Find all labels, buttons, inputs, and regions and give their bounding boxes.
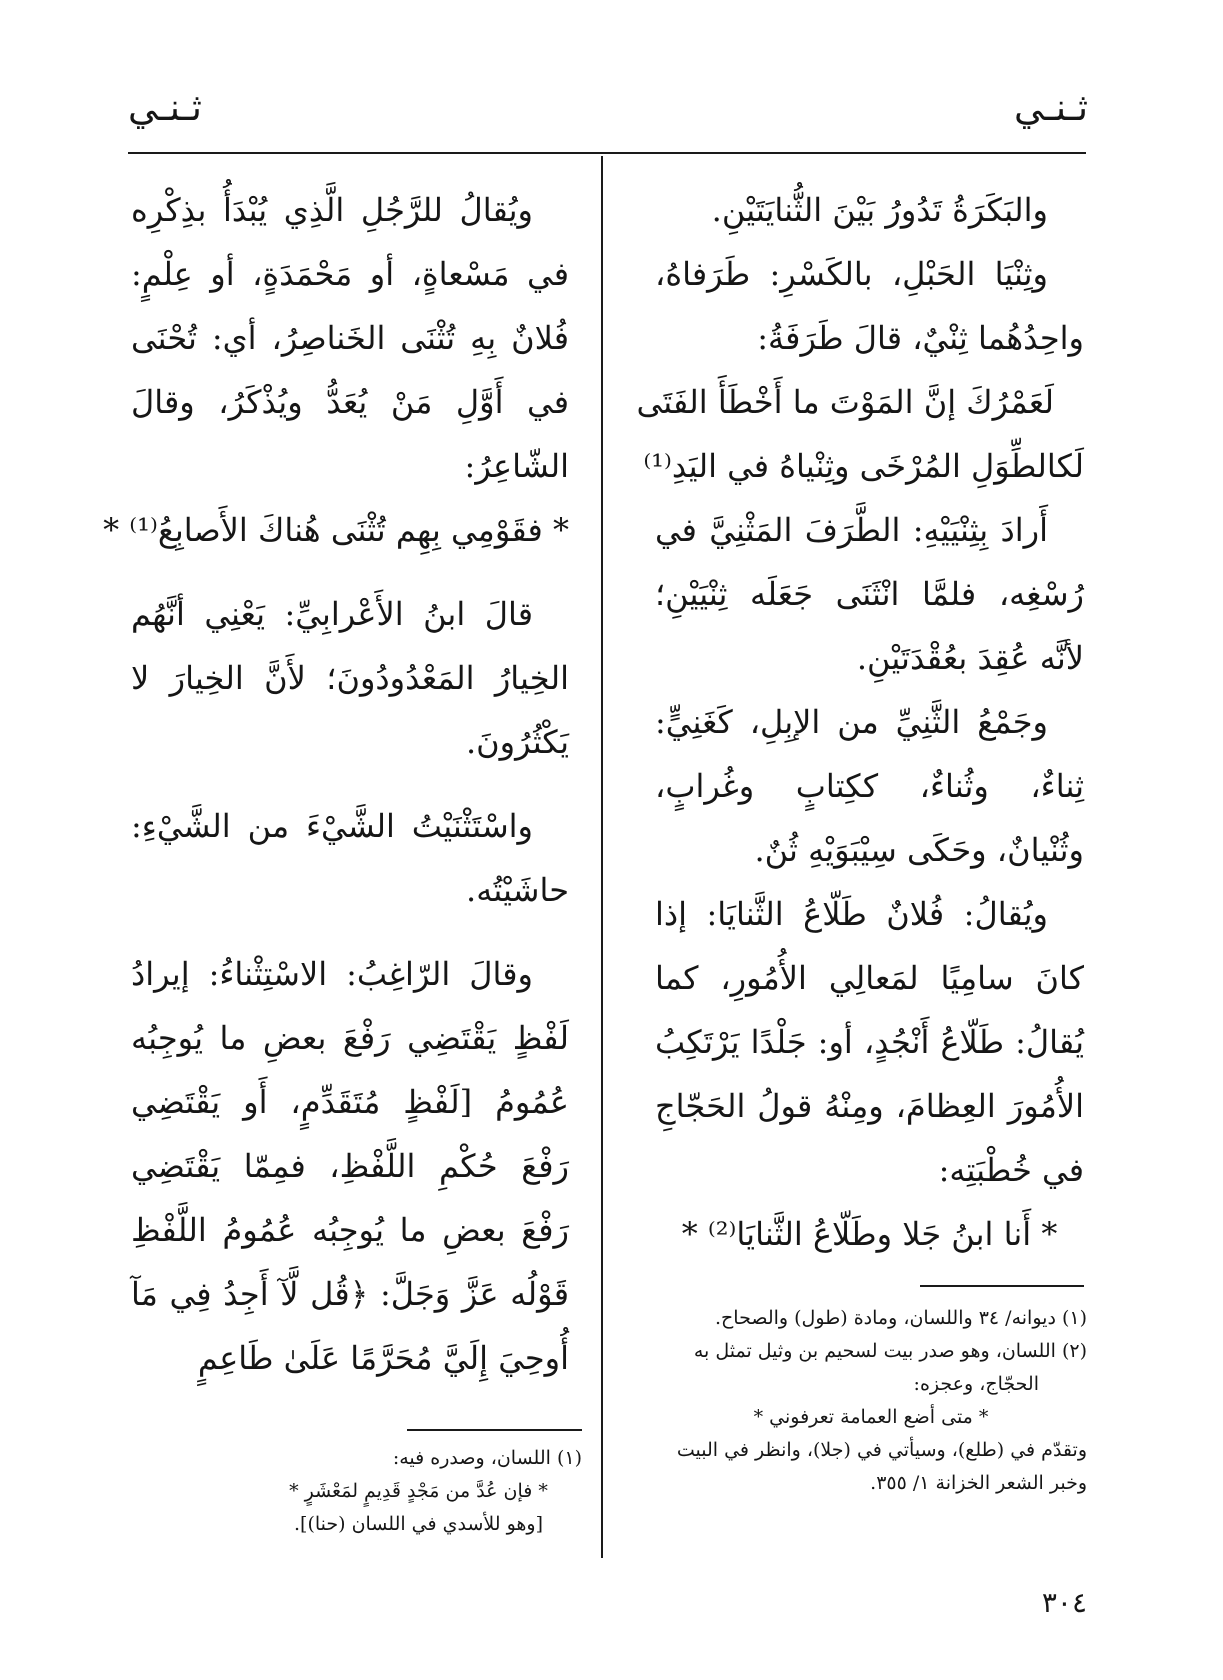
footnotes-left bbox=[255, 1442, 582, 1541]
footnote-rule bbox=[407, 1429, 582, 1431]
paragraph: واسْتَثْنَيْتُ الشَّيْءَ من الشَّيْءِ: حاشَيْتُه. bbox=[131, 807, 569, 909]
footnote-verse: * متى أضع العمامة تعرفوني * bbox=[753, 1406, 989, 1428]
paragraph: أَرادَ بِثِنْيَيْهِ: الطَّرَفَ المَثْنِيَّ في رُسْغِه، فلمَّا انْثَنَى جَعَلَه ثِنْيَيْنِ؛ لأنَّه عُقِدَ بعُقْدَتَيْنِ. bbox=[655, 511, 1084, 677]
footnote: (١) اللسان، وصدره فيه: bbox=[392, 1447, 582, 1469]
paragraph: والبَكَرَةُ تَدُورُ بَيْنَ الثُّنايَتَيْنِ. bbox=[711, 191, 1048, 229]
footnote: (٢) اللسان، وهو صدر بيت لسحيم بن وثيل تمثل به bbox=[693, 1340, 1087, 1362]
paragraph: وقالَ الرّاغِبُ: الاسْتِثْناءُ: إيرادُ لَفْظٍ يَقْتَضِي رَفْعَ بعضِ ما يُوجِبُه عُمُومُ [لَفْظٍ مُتَقَدِّمٍ، أَو يَقْتَضِي رَفْعَ حُكْمِ اللَّفْظِ، فمِمّا يَقْتَضِي رَفْعَ بعضِ ما يُوجِبُه عُمُومُ اللَّفْظِ قَوْلُه عَزَّ وَجَلَّ: ﴿قُل لَّآ أَجِدُ فِي مَآ أُوحِيَ إِلَيَّ مُحَرَّمًا عَلَىٰ طَاعِمٍ bbox=[131, 955, 569, 1377]
column-divider bbox=[601, 156, 603, 1558]
footnote-rule bbox=[920, 1285, 1084, 1287]
footnote-continuation: الحجّاج، وعجزه: bbox=[913, 1373, 1039, 1395]
footnote-continuation: وتقدّم في (طلع)، وسيأتي في (جلا)، وانظر في البيت وخبر الشعر الخزانة ١/ ٣٥٥. bbox=[676, 1439, 1087, 1494]
paragraph: وثِنْيَا الحَبْلِ، بالكَسْرِ: طَرَفاهُ، واحِدُهُما ثِنْيٌ، قالَ طَرَفَةُ: bbox=[655, 255, 1084, 357]
verse-line: * فقَوْمِي بِهِم تُثْنَى هُناكَ الأَصابِعُ⁽¹⁾ * bbox=[103, 511, 569, 549]
page-number: ٣٠٤ bbox=[1041, 1586, 1087, 1619]
left-column bbox=[103, 178, 569, 1390]
footnote-verse: * فإن عُدَّ من مَجْدٍ قَدِيمٍ لمَعْشَرٍ * bbox=[289, 1480, 548, 1502]
paragraph: وجَمْعُ الثَّنِيِّ من الإبِلِ، كَغَنِيٍّ: ثِناءٌ، وثُناءٌ، ككِتابٍ وغُرابٍ، وثُنْيانٌ، وحَكَى سِيْبَوَيْهِ ثُنٌ. bbox=[655, 703, 1084, 869]
right-column bbox=[636, 178, 1084, 1266]
header-rule bbox=[128, 152, 1086, 154]
running-header-left: ثـنـي bbox=[128, 86, 202, 129]
footnote-continuation: [وهو للأسدي في اللسان (حنا)]. bbox=[294, 1513, 543, 1535]
verse-line: لَكالطِّوَلِ المُرْخَى وثِنْياهُ في اليَدِ⁽¹⁾ bbox=[643, 447, 1084, 485]
paragraph: ويُقالُ: فُلانٌ طَلّاعُ الثَّنايَا: إذا كانَ سامِيًا لمَعالِي الأُمُورِ، كما يُقالُ: طَلّاعُ أَنْجُدٍ، أو: جَلْدًا يَرْتَكِبُ الأُمُورَ العِظامَ، ومِنْهُ قولُ الحَجّاجِ في خُطْبَتِه: bbox=[655, 895, 1084, 1189]
verse-line: * أَنا ابنُ جَلا وطَلّاعُ الثَّنايَا⁽²⁾ * bbox=[681, 1215, 1058, 1253]
verse-line: لَعَمْرُكَ إنَّ المَوْتَ ما أَخْطَأَ الفَتَى bbox=[636, 383, 1054, 421]
paragraph: قالَ ابنُ الأَعْرابِيِّ: يَعْنِي أنَّهُم الخِيارُ المَعْدُودُونَ؛ لأَنَّ الخِيارَ لا يَكْثُرُونَ. bbox=[131, 595, 569, 761]
running-header-right: ثـنـي bbox=[1014, 86, 1088, 129]
paragraph: ويُقالُ للرَّجُلِ الَّذِي يُبْدَأُ بذِكْرِه في مَسْعاةٍ، أو مَحْمَدَةٍ، أو عِلْمٍ: فُلانٌ بِهِ تُثْنَى الخَناصِرُ، أي: تُحْنَى في أَوَّلِ مَنْ يُعَدُّ ويُذْكَرُ، وقالَ الشّاعِرُ: bbox=[131, 191, 569, 485]
footnote: (١) ديوانه/ ٣٤ واللسان، ومادة (طول) والصحاح. bbox=[715, 1307, 1087, 1329]
footnotes-right bbox=[655, 1302, 1087, 1500]
